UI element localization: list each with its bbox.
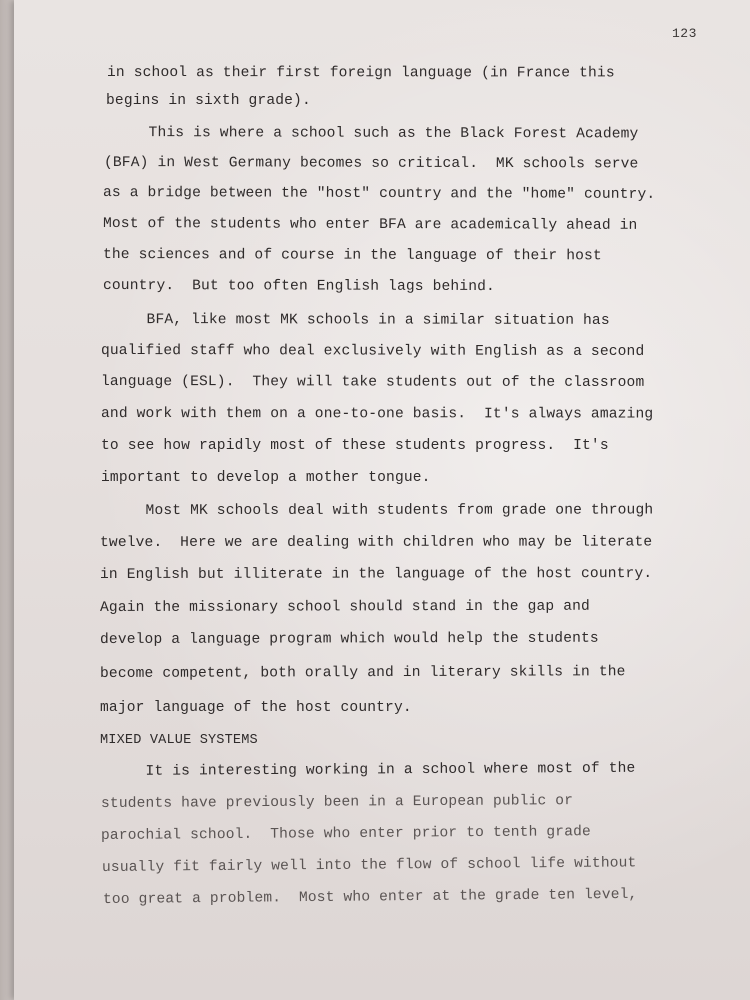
- text-line: (BFA) in West Germany becomes so critical. MK schools serve: [103, 155, 639, 173]
- text-line: major language of the host country.: [100, 700, 412, 716]
- text-line: Most of the students who enter BFA are academically ahead in: [102, 216, 638, 234]
- text-line: qualified staff who deal exclusively with English as a second: [100, 343, 645, 360]
- text-line: usually fit fairly well into the flow of school life without: [101, 855, 637, 876]
- text-line: important to develop a mother tongue.: [101, 470, 431, 486]
- text-line: This is where a school such as the Black Forest Academy: [103, 125, 639, 143]
- text-line: and work with them on a one-to-one basis. It's always amazing: [100, 406, 654, 423]
- text-line: Most MK schools deal with students from grade one through: [100, 502, 654, 519]
- text-line: language (ESL). They will take students out of the classroom: [100, 374, 645, 391]
- text-line: too great a problem. Most who enter at the grade ten level,: [102, 886, 638, 908]
- text-line: twelve. Here we are dealing with children who may be literate: [99, 534, 653, 551]
- text-line: in English but illiterate in the language of the host country.: [99, 566, 653, 583]
- page-number: 123: [672, 26, 697, 41]
- text-line: the sciences and of course in the language of their host: [102, 247, 602, 265]
- text-line: become competent, both orally and in literary skills in the: [99, 664, 626, 682]
- text-line: as a bridge between the "host" country and the "home" country.: [102, 185, 656, 203]
- text-line: country. But too often English lags behind.: [102, 278, 495, 296]
- document-page: [14, 0, 750, 1000]
- text-line: BFA, like most MK schools in a similar situation has: [101, 312, 610, 329]
- text-line: develop a language program which would help the students: [99, 630, 599, 648]
- text-line: It is interesting working in a school where most of the: [100, 760, 636, 780]
- text-line: in school as their first foreign language (in France this: [106, 65, 615, 82]
- text-line: students have previously been in a European public or: [100, 793, 574, 812]
- body-text: [14, 0, 750, 1000]
- text-line: parochial school. Those who enter prior to tenth grade: [100, 824, 591, 844]
- text-line: to see how rapidly most of these students progress. It's: [101, 438, 609, 454]
- text-line: begins in sixth grade).: [106, 93, 311, 109]
- text-line: Again the missionary school should stand in the gap and: [99, 598, 590, 616]
- section-heading: MIXED VALUE SYSTEMS: [100, 733, 258, 748]
